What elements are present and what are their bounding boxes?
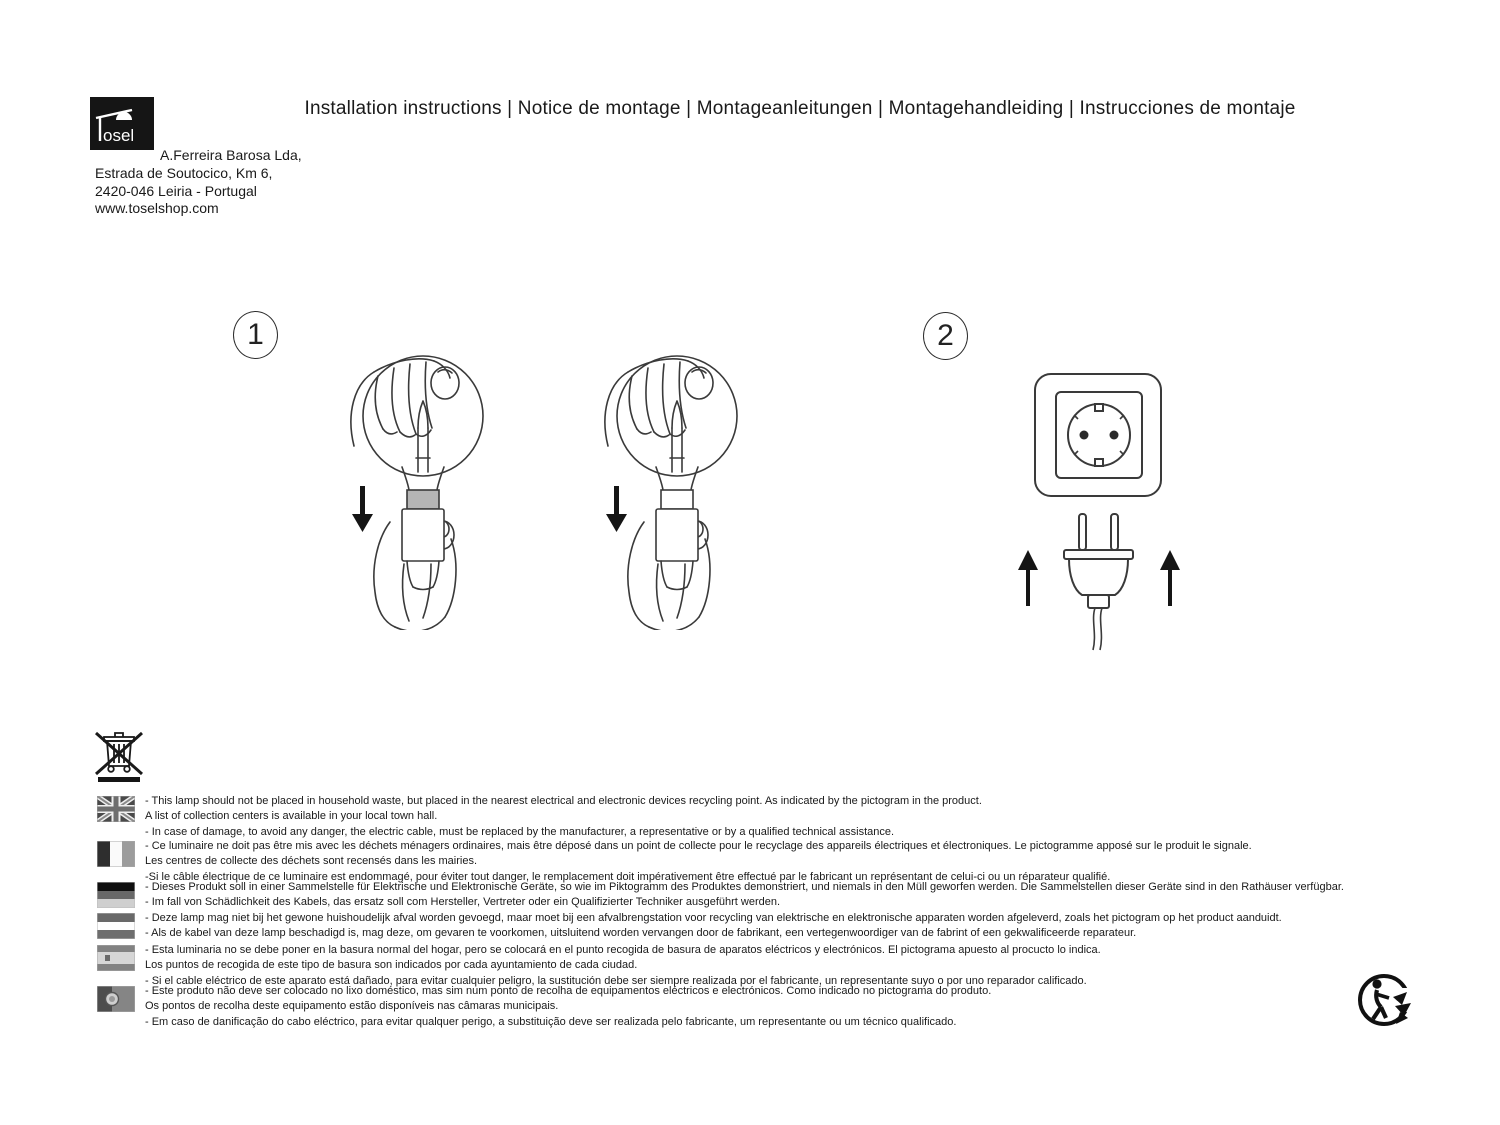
address-line-1: Estrada de Soutocico, Km 6, — [95, 165, 273, 181]
notice-line: - Ce luminaire ne doit pas être mis avec les déchets ménagers ordinaires, mais être déposé dans un point de collecte pour le recyclage des appareils électriques et électroniques. Le pictogramme apposé sur le produit le signale. — [145, 840, 1252, 852]
notice-text — [145, 984, 1425, 1030]
notice-line: - Em caso de danificação do cabo eléctrico, para evitar qualquer perigo, a substituição deve ser realizada pelo fabricante, um representante ou um técnico qualificado. — [145, 1015, 957, 1028]
uk-flag-icon — [97, 796, 135, 822]
notice-line: - Dieses Produkt soll in einer Sammelstelle für Elektrische und Elektronische Geräte, so wie im Piktogramm des Produktes demonstriert, und niemals in den Müll geworfen werden. Die Sammelstellen dieser Geräte sind in den Rathäuser verfügbar. — [145, 881, 1344, 893]
notice-line: - In case of damage, to avoid any danger, the electric cable, must be replaced by the manufacturer, a representative or by a qualified technical assistance. — [145, 825, 895, 838]
triman-person — [1372, 979, 1389, 1019]
website-url: www.toselshop.com — [95, 200, 219, 216]
notice-line: - Im fall von Schädlichkeit des Kabels, das ersatz soll com Hersteller, Vertreter oder ein Qualifizierter Techniker ausgeführt werden. — [145, 896, 781, 909]
prohibition-cross — [96, 733, 142, 774]
notice-text — [145, 943, 1425, 989]
france-flag-icon — [97, 841, 135, 867]
logo-text: osel — [103, 126, 135, 145]
notice-text — [145, 911, 1425, 942]
notice-line: - Si el cable eléctrico de este aparato está dañado, para evitar cualquier peligro, la sustitución debe ser siempre realizada por el fabricante, un representante suyo o por uno reparador calificado. — [145, 974, 1087, 987]
tosel-logo-graphic — [90, 97, 154, 150]
bulb-insertion-illustration-2 — [592, 338, 757, 630]
notice-line: - Este produto não deve ser colocado no lixo doméstico, mas sim num ponto de recolha de equipamentos eléctricos e electrónicos. Como indicado no pictograma do produto. — [145, 985, 992, 997]
notice-text — [145, 839, 1425, 885]
address-line-2: 2420-046 Leiria - Portugal — [95, 183, 257, 199]
notice-line: - This lamp should not be placed in household waste, but placed in the nearest electrical and electronic devices recycling point. As indicated by the pictogram in the product. — [145, 795, 982, 807]
up-arrow-icon — [1018, 550, 1038, 606]
company-name: A.Ferreira Barosa Lda, — [160, 147, 302, 163]
notice-text — [145, 794, 1425, 840]
tosel-logo — [90, 97, 154, 150]
spain-flag-icon — [97, 945, 135, 971]
notice-text — [145, 880, 1425, 911]
notice-line: - Esta luminaria no se debe poner en la basura normal del hogar, pero se colocará en el punto recogida de basura de aparatos eléctricos y electrónicos. El pictograma apuesto al procucto lo indica. — [145, 944, 1101, 956]
step-1-badge — [233, 311, 278, 359]
crossed-out-wheelie-bin-icon — [90, 724, 152, 784]
notice-line: Os pontos de recolha deste equipamento estão disponíveis nas câmaras municipais. — [145, 1000, 559, 1013]
up-arrow-icon — [1160, 550, 1180, 606]
germany-flag-icon — [97, 882, 135, 908]
notice-line: Los puntos de recogida de este tipo de basura son indicados por cada ayuntamiento de cada ciudad. — [145, 959, 638, 972]
step-1-number: 1 — [247, 318, 264, 351]
step-2-badge — [923, 312, 968, 360]
bulb-insertion-illustration-1 — [338, 338, 503, 630]
page-title: Installation instructions | Notice de montage | Montageanleitungen | Montagehandleiding | Instrucciones de montaje — [304, 98, 1296, 119]
weee-underline-bar — [98, 777, 140, 782]
hands-inserting-bulb-drawing — [605, 356, 737, 630]
netherlands-flag-icon — [97, 913, 135, 939]
notice-line: - Als de kabel van deze lamp beschadigd is, mag deze, om gevaren te voorkomen, uitsluitend worden vervangen door de fabrikant, een vertegenwoordiger van de fabrint of een gekwalificeerde reparateur. — [145, 927, 1137, 940]
triman-recycling-icon — [1356, 972, 1414, 1028]
wall-socket-drawing — [1035, 374, 1161, 496]
portugal-flag-icon — [97, 986, 135, 1012]
down-arrow-icon — [352, 486, 373, 532]
plug-socket-illustration — [1010, 362, 1190, 662]
step-2-number: 2 — [937, 319, 954, 352]
notice-line: Les centres de collecte des déchets sont recensés dans les mairies. — [145, 855, 478, 868]
notice-line: - Deze lamp mag niet bij het gewone huishoudelijk afval worden gevoegd, maar moet bij een afvalbrengstation voor recycling van elektrische en elektronische apparaten worden afgeleverd, zoals het pictogram op het product aanduidt. — [145, 912, 1282, 924]
plug-drawing — [1064, 514, 1133, 650]
hands-inserting-bulb-drawing — [351, 356, 483, 630]
notice-line: -Si le câble électrique de ce luminaire est endommagé, pour éviter tout danger, le remplacement doit impérativement être effectué par le fabricant un représentant de celui-ci ou un réparateur qualifié. — [145, 870, 1111, 883]
notice-line: A list of collection centers is available in your local town hall. — [145, 810, 438, 823]
